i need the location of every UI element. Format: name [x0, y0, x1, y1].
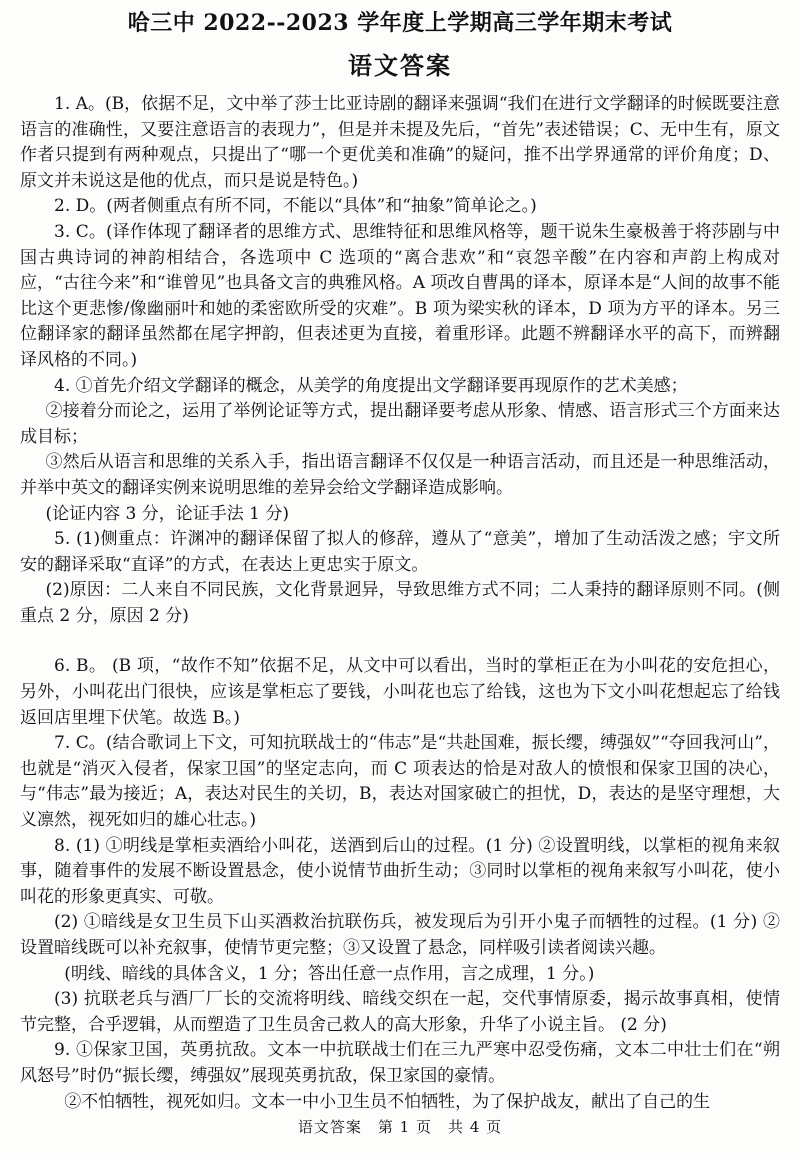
- answer-q1: 1. A。(B，依据不足，文中举了莎士比亚诗剧的翻译来强调“我们在进行文学翻译的时候既要注意语言的准确性，又要注意语言的表现力”，但是并未提及先后，“首先”表述错误；C、无中生有，原文作者只提到有两种观点，只提出了“哪一个更优美和准确”的疑问，推不出学界通常的评价角度；D、原文并未说这是他的优点，而只是说是特色。): [20, 94, 781, 191]
- page-footer: 语文答案 第 1 页 共 4 页: [297, 1118, 503, 1136]
- answer-q9-point1: 9. ①保家卫国，英勇抗敌。文本一中抗联战士们在三九严寒中忍受伤痛，文本二中壮士们在“朔风怒号”时仍“振长缨，缚强奴”展现英勇抗敌，保卫家国的豪情。: [20, 1040, 780, 1086]
- exam-title: 哈三中 2022--2023 学年度上学期高三学年期末考试: [127, 10, 673, 36]
- answer-q8-part2: (2) ①暗线是女卫生员下山买酒救治抗联伤兵，被发现后为引开小鬼子而牺牲的过程。(1 分) ②设置暗线既可以补充叙事，使情节更完整；③又设置了悬念，同样吸引读者阅读兴趣。: [20, 912, 780, 958]
- answer-q4-point2: ②接着分而论之，运用了举例论证等方式，提出翻译要考虑从形象、情感、语言形式三个方面来达成目标；: [20, 401, 780, 447]
- answer-q4-point1: 4. ①首先介绍文学翻译的概念，从美学的角度提出文学翻译要再现原作的艺术美感；: [54, 375, 688, 396]
- answer-q4-scoring: (论证内容 3 分，论证手法 1 分): [45, 503, 290, 524]
- answer-q8-scoring: (明线、暗线的具体含义，1 分；答出任意一点作用，言之成理，1 分。): [64, 963, 595, 984]
- answer-q8-part3: (3) 抗联老兵与酒厂厂长的交流将明线、暗线交织在一起，交代事情原委，揭示故事真相，使情节完整，合乎逻辑，从而塑造了卫生员舍己救人的高大形象，升华了小说主旨。 (2 分): [20, 989, 780, 1035]
- answer-q2: 2. D。(两者侧重点有所不同，不能以“具体”和“抽象”简单论之。): [54, 196, 537, 217]
- answer-q4-point3: ③然后从语言和思维的关系入手，指出语言翻译不仅仅是一种语言活动，而且还是一种思维活动，并举中英文的翻译实例来说明思维的差异会给文学翻译造成影响。: [20, 452, 780, 498]
- answer-content: [20, 92, 780, 1115]
- answer-q7: 7. C。(结合歌词上下文，可知抗联战士的“伟志”是“共赴国难，振长缨，缚强奴”“夺回我河山”，也就是“消灭入侵者，保家卫国”的坚定志向，而 C 项表达的恰是对敌人的愤恨和保家卫国的决心，与“伟志”最为接近；A，表达对民生的关切，B，表达对国家破亡的担忧，D，表达的是坚守理想，大义凛然，视死如归的雄心壮志。): [20, 733, 780, 831]
- answer-q6: 6. B。 (B 项，“故作不知”依据不足，从文中可以看出，当时的掌柜正在为小叫花的安危担心，另外，小叫花出门很快，应该是掌柜忘了要钱，小叫花也忘了给钱，这也为下文小叫花想起忘了给钱返回店里埋下伏笔。故选 B。): [20, 656, 780, 728]
- answer-q5-part1: 5. (1)侧重点：许渊冲的翻译保留了拟人的修辞，遵从了“意美”，增加了生动活泼之感；宇文所安的翻译采取“直译”的方式，在表达上更忠实于原文。: [20, 529, 780, 575]
- document-subtitle: 语文答案: [348, 51, 452, 80]
- answer-q9-point2: ②不怕牺牲，视死如归。文本一中小卫生员不怕牺牲，为了保护战友，献出了自己的生: [64, 1091, 711, 1112]
- answer-q8-part1: 8. (1) ①明线是掌柜卖酒给小叫花，送酒到后山的过程。(1 分) ②设置明线，以掌柜的视角来叙事，随着事件的发展不断设置悬念，使小说情节曲折生动；③同时以掌柜的视角来叙写小叫花，使小叫花的形象更真实、可敬。: [20, 835, 780, 907]
- answer-q3: 3. C。(译作体现了翻译者的思维方式、思维特征和思维风格等，题干说朱生豪极善于将莎剧与中国古典诗词的神韵相结合，各选项中 C 选项的“离合悲欢”和“哀怨辛酸”在内容和声韵上构成对应，“古往今来”和“谁曾见”也具备文言的典雅风格。A 项改自曹禺的译本，原译本是“人间的故事不能比这个更悲惨/像幽丽叶和她的柔密欧所受的灾难”。B 项为梁实秋的译本，D 项为方平的译本。另三位翻译家的翻译虽然都在尾字押韵，但表述更为直接，着重形译。此题不辨翻译水平的高下，而辨翻译风格的不同。): [20, 221, 780, 370]
- answer-q5-part2: (2)原因：二人来自不同民族，文化背景迥异，导致思维方式不同；二人秉持的翻译原则不同。(侧重点 2 分，原因 2 分): [20, 580, 780, 626]
